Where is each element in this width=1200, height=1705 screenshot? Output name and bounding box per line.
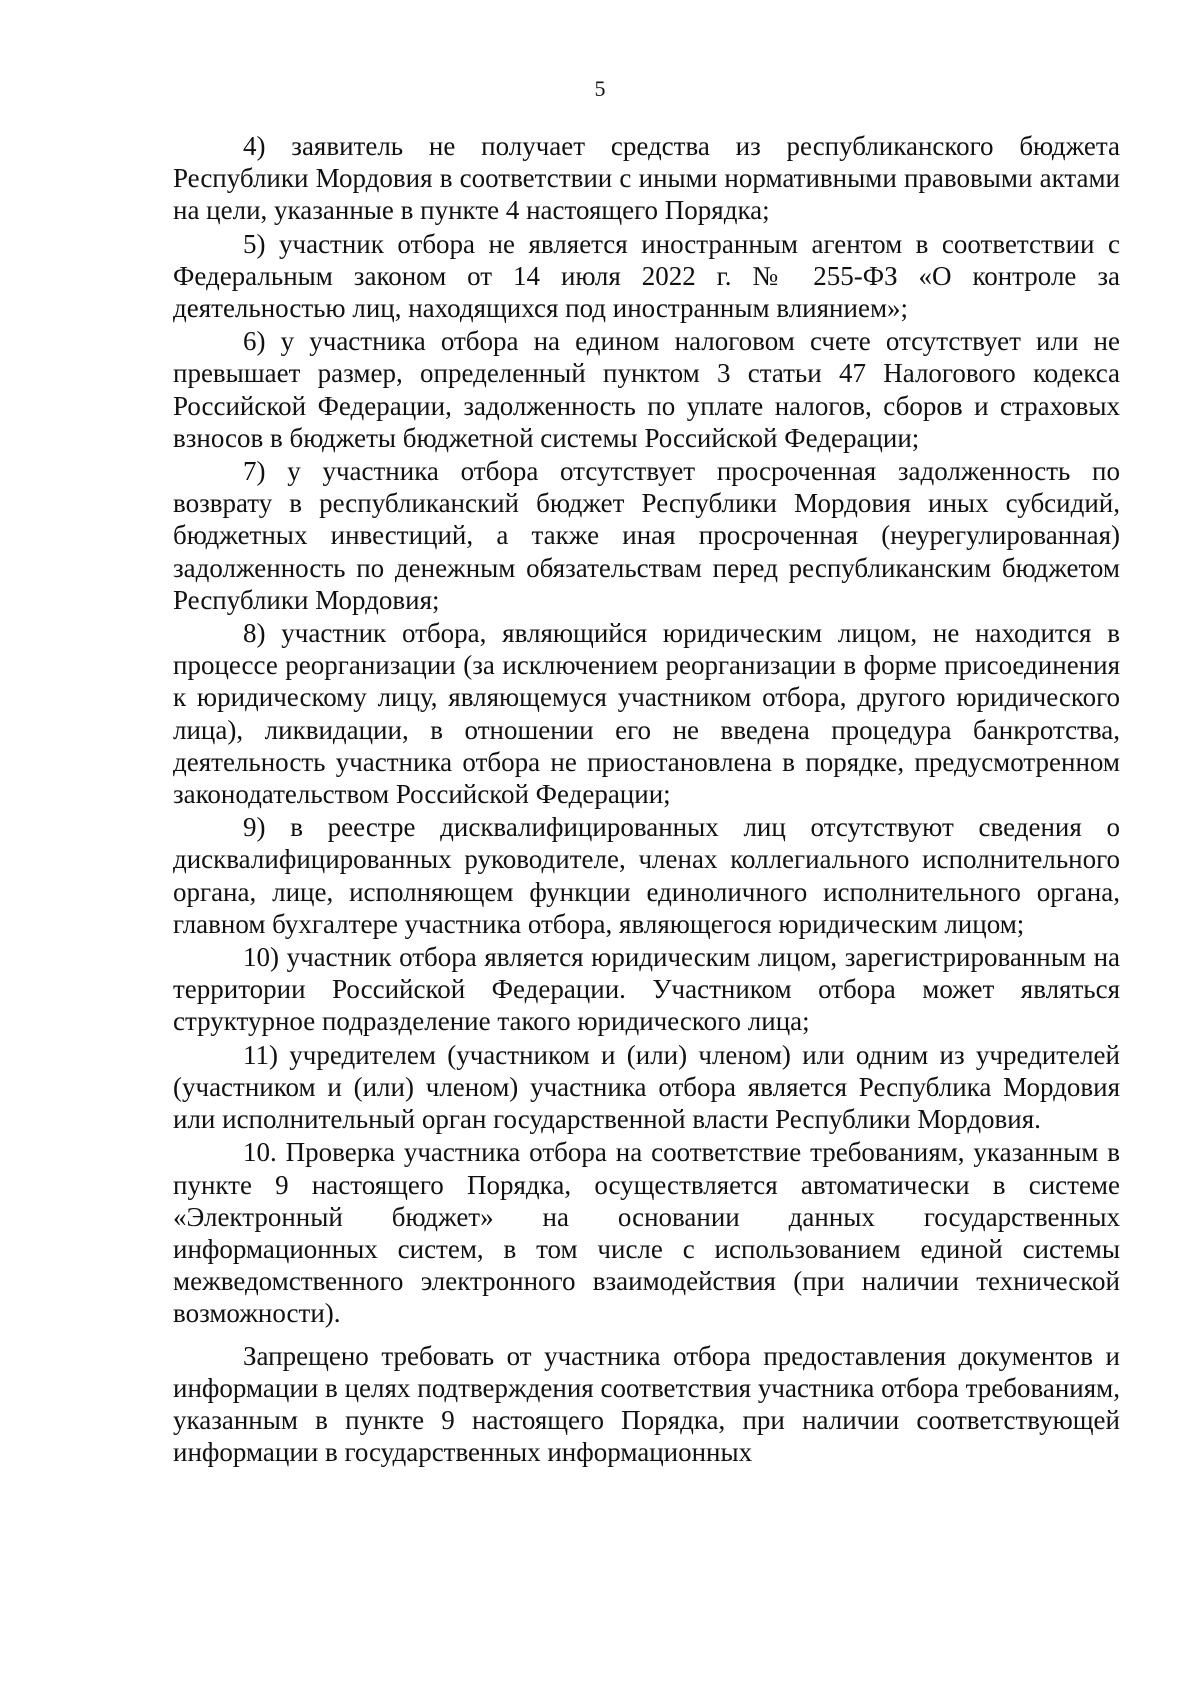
list-item-6: 6) у участника отбора на едином налоговом счете отсутствует или не превышает размер, определенный пунктом 3 статьи 47 Налогового кодекса Российской Федерации, задолженность по уплате налогов, сборов и страховых взносов в бюджеты бюджетной системы Российской Федерации; [173, 326, 1120, 453]
list-item-4: 4) заявитель не получает средства из республиканского бюджета Республики Мордовия в соответствии с иными нормативными правовыми актами на цели, указанные в пункте 4 настоящего Порядка; [173, 131, 1120, 226]
list-item-8: 8) участник отбора, являющийся юридическим лицом, не находится в процессе реорганизации (за исключением реорганизации в форме присоединения к юридическому лицу, являющемуся участником отбора, другого юридического лица), ликвидации, в отношении его не введена процедура банкротства, деятельность участника отбора не приостановлена в порядке, предусмотренном законодательством Российской Федерации; [173, 618, 1120, 810]
list-item-7: 7) у участника отбора отсутствует просроченная задолженность по возврату в республиканский бюджет Республики Мордовия иных субсидий, бюджетных инвестиций, а также иная просроченная (неурегулированная) задолженность по денежным обязательствам перед республиканским бюджетом Республики Мордовия; [173, 456, 1120, 615]
section-10-paragraph: 10. Проверка участника отбора на соответствие требованиям, указанным в пункте 9 настоящего Порядка, осуществляется автоматически в системе «Электронный бюджет» на основании данных государственных информационных систем, в том числе с использованием единой системы межведомственного электронного взаимодействия (при наличии технической возможности). [173, 1137, 1120, 1329]
page-number: 5 [594, 76, 606, 101]
list-item-5: 5) участник отбора не является иностранным агентом в соответствии с Федеральным законом от 14 июля 2022 г. № 255-ФЗ «О контроле за деятельностью лиц, находящихся под иностранным влиянием»; [173, 228, 1120, 324]
list-item-10: 10) участник отбора является юридическим лицом, зарегистрированным на территории Российской Федерации. Участником отбора может являться структурное подразделение такого юридического лица; [173, 942, 1120, 1037]
document-body [173, 130, 1120, 1468]
list-item-11: 11) учредителем (участником и (или) членом) или одним из учредителей (участником и (или) членом) участника отбора является Республика Мордовия или исполнительный орган государственной власти Республики Мордовия. [173, 1039, 1120, 1135]
prohibition-paragraph: Запрещено требовать от участника отбора предоставления документов и информации в целях подтверждения соответствия участника отбора требованиям, указанным в пункте 9 настоящего Порядка, при наличии соответствующей информации в государственных информационных [173, 1340, 1120, 1468]
list-item-9: 9) в реестре дисквалифицированных лиц отсутствуют сведения о дисквалифицированных руководителе, членах коллегиального исполнительного органа, лице, исполняющем функции единоличного исполнительного органа, главном бухгалтере участника отбора, являющегося юридическим лицом; [173, 812, 1120, 939]
